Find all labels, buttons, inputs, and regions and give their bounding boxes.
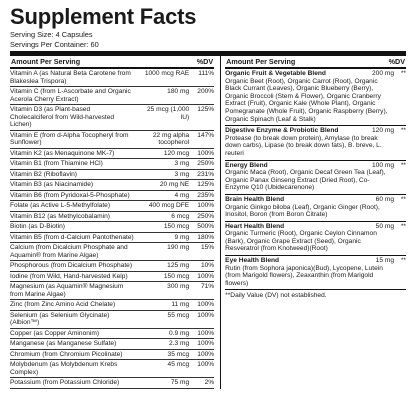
nutrient-name: Vitamin A (as Natural Beta Carotene from Blakeslea Trispora) [10,70,131,85]
nutrient-dv: 200% [197,88,215,95]
blend-list [225,69,406,290]
nutrient-amount: 20 mg NE [159,181,190,188]
nutrient-amount: 45 mcg [167,361,190,368]
nutrient-name: Vitamin B1 (from Thiamine HCl) [10,160,103,167]
blend-name: Energy Blend [225,161,268,169]
nutrient-dv: 125% [197,106,215,113]
blend-amount: 100 mg [372,161,394,169]
blend-block [225,195,406,222]
blend-name: Eye Health Blend [225,257,280,265]
nutrient-dv: 231% [197,170,215,178]
nutrient-name: Vitamin B12 (as Methylcobalamin) [10,212,110,220]
left-header [10,56,214,69]
nutrient-name: Iodine (from Wild, Hand-harvested Kelp) [10,272,128,280]
nutrient-amount: 75 mg [170,379,190,386]
nutrient-row [10,360,214,378]
nutrient-amount: 150 mcg [163,272,190,280]
nutrient-dv: 180% [197,233,215,241]
nutrient-amount: 25 mcg (1,000 IU) [147,106,190,121]
nutrient-row [10,378,214,389]
nutrient-dv: 250% [197,212,215,220]
blend-amount: 60 mg [375,195,394,203]
nutrient-amount: 125 mg [167,262,190,269]
nutrient-amount: 4 mg [174,191,190,199]
blend-dv: ** [400,222,406,230]
nutrient-name: Potassium (from Potassium Chloride) [10,379,120,386]
blend-ingredients: Protease (to break down protein), Amylase (to break down carbs), Lipase (to break down fats), B. breve, L. reuteri [225,134,382,157]
nutrient-row [10,282,214,300]
blend-header [225,196,406,204]
dv-label: %DV [388,57,405,66]
blend-ingredients: Organic Beet (Root), Organic Carrot (Root), Organic Black Currant (Leaves), Organic Blueberry (Berry), Organic Broccoli (Stem & Flower), Organic Cranberry Extract (Fruit), Organic Kale (Whole Plant), Organic Pomegranate (Whole Fruit), Organic Raspberry (Berry), Organic Spinach (Leaf & Stalk) [225,77,388,123]
blend-ingredients: Rutin (from Sophora japonica)(Bud), Lycopene, Lutein (from Marigold flowers), Zeaxanthin (from Marigold flowers) [225,264,383,287]
nutrient-row [10,212,214,223]
nutrient-name: Chromium (from Chromium Picolinate) [10,350,123,358]
nutrient-row [10,149,214,160]
nutrient-row [10,180,214,191]
nutrient-amount: 9 mg [174,233,190,241]
footnote: **Daily Value (DV) not established. [225,292,327,300]
nutrient-amount: 2.3 mg [169,340,190,347]
nutrient-name: Vitamin K2 (as Menaquinone MK-7) [10,149,115,157]
nutrient-dv: 250% [197,160,215,167]
right-column [220,56,406,389]
blend-ingredients: Organic Maca (Root), Organic Decaf Green Tea (Leaf), Organic Panax Ginseng Extract (Dried Root), Co-Enzyme Q10 (Ubidecarenone) [225,169,386,192]
nutrient-name: Copper (as Copper Aminonim) [10,329,100,337]
nutrient-list [10,69,214,389]
nutrient-row [10,272,214,283]
left-column [10,56,214,389]
nutrient-row [10,339,214,350]
nutrient-amount: 150 mcg [163,223,190,230]
dv-label: %DV [196,57,214,66]
nutrient-amount: 6 mcg [171,212,190,220]
nutrient-name: Zinc (from Zinc Amino Acid Chelate) [10,301,116,308]
nutrient-dv: 15% [200,244,215,251]
nutrient-amount: 0.9 mg [169,329,190,337]
nutrient-row [10,159,214,170]
nutrient-dv: 100% [197,272,215,280]
nutrient-dv: 100% [197,149,215,157]
nutrient-name: Vitamin B6 (from Pyridoxal-5-Phosphate) [10,191,130,199]
nutrient-row [10,69,214,87]
blend-dv: ** [400,257,406,265]
nutrient-name: Folate (as Active L-5-Methylfolate) [10,202,111,209]
blend-dv: ** [400,127,406,135]
nutrient-row [10,201,214,212]
blend-dv: ** [400,195,406,203]
blend-header [225,127,406,135]
blend-header [225,70,406,78]
nutrient-amount: 300 mg [167,283,190,290]
serving-size: Serving Size: 4 Capsules [10,30,93,39]
nutrient-name: Vitamin B5 (from d-Calcium Pantothenate) [10,233,134,241]
nutrient-dv: 500% [197,223,215,230]
nutrient-name: Magnesium (as Aquamin® Magnesium from Marine Algae) [10,283,124,298]
blend-block [225,256,406,290]
nutrient-row [10,105,214,131]
amount-per-serving-label: Amount Per Serving [11,57,81,66]
nutrient-dv: 147% [197,131,215,139]
nutrient-name: Biotin (as D-Biotin) [10,223,65,230]
nutrient-dv: 100% [197,311,215,319]
servings-per-container: Servings Per Container: 60 [10,40,99,49]
blend-header [225,162,406,170]
nutrient-row [10,300,214,311]
nutrient-name: Manganese (as Manganese Sulfate) [10,340,117,347]
blend-name: Digestive Enzyme & Probiotic Blend [225,127,339,135]
nutrient-dv: 100% [197,329,215,337]
nutrient-row [10,233,214,244]
nutrient-row [10,131,214,149]
nutrient-amount: 120 mcg [163,149,190,157]
nutrient-dv: 100% [197,340,215,347]
nutrient-name: Selenium (as Selenium Glycinate) (Albion™) [10,311,110,326]
nutrient-amount: 11 mg [171,301,190,308]
nutrient-name: Vitamin B2 (Riboflavin) [10,170,77,178]
right-header [225,56,406,69]
nutrient-amount: 3 mg [174,160,190,167]
columns [10,56,406,389]
blend-dv: ** [400,161,406,169]
nutrient-dv: 2% [204,379,215,386]
nutrient-amount: 190 mg [167,244,190,251]
nutrient-dv: 111% [198,70,215,77]
blend-amount: 15 mg [375,257,394,265]
nutrient-row [10,191,214,202]
nutrient-dv: 71% [200,283,215,290]
nutrient-amount: 400 mcg DFE [148,202,190,209]
blend-ingredients: Organic Ginkgo biloba (Leaf), Organic Ginger (Root), Inositol, Boron (from Boron Citrate) [225,203,380,219]
blend-header [225,223,406,231]
blend-block [225,222,406,256]
nutrient-name: Vitamin B3 (as Niacinamide) [10,181,94,188]
nutrient-dv: 100% [197,202,215,209]
nutrient-amount: 1000 mcg RAE [144,70,190,77]
blend-amount: 50 mg [375,222,394,230]
nutrient-name: Calcium (from Dicalcium Phosphate and Aquamin® from Marine Algae) [10,244,128,259]
nutrient-name: Vitamin E (from d-Alpha Tocopheryl from Sunflower) [10,131,129,146]
nutrient-amount: 22 mg alpha tocopherol [152,131,190,146]
blend-header [225,257,406,265]
nutrient-amount: 180 mg [167,88,190,95]
nutrient-row [10,170,214,181]
blend-dv: ** [400,70,406,77]
blend-amount: 200 mg [372,70,394,77]
nutrient-dv: 10% [200,262,215,269]
nutrient-name: Phosphorous (from Dicalcium Phosphate) [10,262,133,269]
nutrient-name: Vitamin D3 (as Plant-based Cholecalciferol from Wild-harvested Lichen) [10,106,115,128]
amount-per-serving-label: Amount Per Serving [226,57,296,66]
nutrient-name: Vitamin C (from L-Ascorbate and Organic Acerola Cherry Extract) [10,88,131,103]
nutrient-dv: 235% [197,191,215,199]
nutrient-dv: 100% [197,350,215,358]
nutrient-row [10,243,214,261]
blend-name: Brain Health Blend [225,195,285,203]
nutrient-row [10,261,214,272]
blend-amount: 120 mg [372,127,394,135]
nutrient-dv: 100% [197,301,215,308]
blend-block [225,161,406,195]
blend-name: Heart Health Blend [225,222,285,230]
nutrient-amount: 35 mcg [167,350,190,358]
blend-block [225,69,406,126]
nutrient-row [10,311,214,329]
nutrient-row [10,350,214,361]
nutrient-name: Molybdenum (as Molybdenum Krebs Complex) [10,361,118,376]
panel-title: Supplement Facts [10,4,197,29]
blend-name: Organic Fruit & Vegetable Blend [225,70,326,77]
nutrient-amount: 55 mcg [167,311,190,319]
nutrient-row [10,329,214,340]
blend-ingredients: Organic Turmeric (Root), Organic Ceylon Cinnamon (Bark), Organic Grape Extract (Seed), Organic Resveratrol (from Knotweed)(Root) [225,230,377,253]
nutrient-row [10,87,214,105]
nutrient-row [10,222,214,233]
nutrient-dv: 100% [197,361,215,368]
nutrient-amount: 3 mg [174,170,190,178]
blend-block [225,126,406,160]
nutrient-dv: 125% [197,181,215,188]
